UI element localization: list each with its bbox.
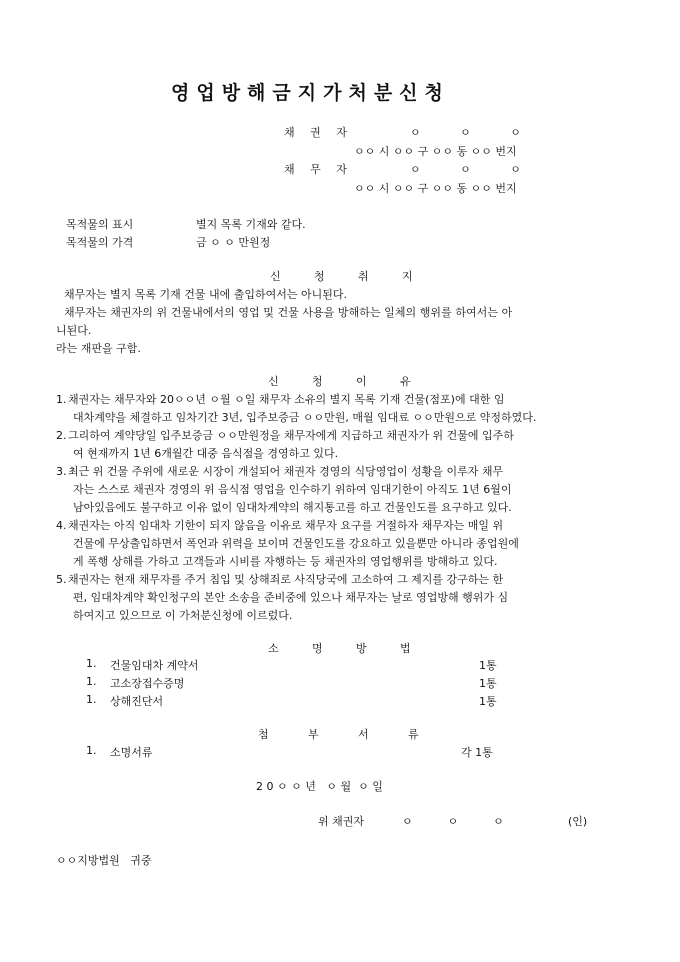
purpose-line: 채무자는 별지 목록 기재 건물 내에 출입하여서는 아니된다.: [64, 288, 347, 301]
reason-number: 2.: [56, 429, 67, 442]
court-addressee: ㅇㅇ지방법원 귀중: [56, 854, 152, 867]
object-price-label: 목적물의 가격: [66, 236, 134, 249]
evidence-name: 상해진단서: [110, 695, 164, 708]
reason-item-4: [56, 517, 519, 571]
reason-number: 4.: [56, 519, 67, 532]
reason-line: 최근 위 건물 주위에 새로운 시장이 개설되어 채권자 경영의 식당영업이 성황을 이루자 채무: [68, 465, 504, 478]
evidence-heading-char: 방: [356, 642, 367, 655]
reasons-heading-char: 청: [312, 375, 323, 388]
reason-item-2: [56, 427, 514, 463]
evidence-name: 고소장접수증명: [110, 677, 185, 690]
reason-line: 대차계약을 체결하고 임차기간 3년, 입주보증금 ㅇㅇ만원, 매월 임대료 ㅇㅇ만원으로 약정하였다.: [73, 411, 537, 424]
object-display-value: 별지 목록 기재와 같다.: [196, 218, 306, 231]
evidence-number: 1.: [86, 675, 97, 688]
reason-line: 그리하여 계약당일 입주보증금 ㅇㅇ만원정을 채무자에게 지급하고 채권자가 위 건물에 입주하: [68, 429, 514, 442]
evidence-heading-char: 명: [312, 642, 323, 655]
evidence-name: 건물임대차 계약서: [110, 659, 199, 672]
object-display-label: 목적물의 표시: [66, 218, 134, 231]
signature-seal: (인): [568, 815, 588, 828]
reason-line: 건물에 무상출입하면서 폭언과 위력을 보이며 건물인도를 강요하고 있을뿐만 아니라 종업원에: [73, 537, 519, 550]
evidence-heading-char: 소: [268, 642, 279, 655]
evidence-heading-char: 법: [400, 642, 411, 655]
creditor-address: ㅇㅇ 시 ㅇㅇ 구 ㅇㅇ 동 ㅇㅇ 번지: [354, 145, 517, 158]
purpose-line: 채무자는 채권자의 위 건물내에서의 영업 및 건물 사용을 방해하는 일체의 행위를 하여서는 아: [64, 306, 513, 319]
reason-number: 5.: [56, 573, 67, 586]
reason-line: 채권자는 아직 임대차 기한이 되지 않음을 이유로 채무자 요구를 거절하자 채무자는 매일 위: [68, 519, 504, 532]
attachments-heading-char: 부: [308, 728, 319, 741]
attachments-heading-char: 첨: [258, 728, 269, 741]
creditor-label: 채 권 자: [284, 126, 347, 139]
document-title: 영업방해금지가처분신청: [171, 82, 450, 104]
reason-line: 자는 스스로 채권자 경영의 위 음식점 영업을 인수하기 위하여 임대기한이 아직도 1년 6월이: [73, 483, 512, 496]
reason-item-3: [56, 463, 512, 517]
evidence-number: 1.: [86, 693, 97, 706]
filing-date: 2 0 ㅇ ㅇ 년 ㅇ 월 ㅇ 일: [256, 780, 383, 793]
evidence-count: 1통: [479, 659, 497, 672]
evidence-heading: [268, 640, 411, 656]
signature-label: 위 채권자: [318, 815, 365, 828]
reason-line: 게 폭행 상해를 가하고 고객들과 시비를 자행하는 등 채권자의 영업행위를 방해하고 있다.: [73, 555, 498, 568]
purpose-heading-char: 신: [270, 270, 281, 283]
reason-number: 1.: [56, 393, 67, 406]
reasons-heading-char: 신: [268, 375, 279, 388]
purpose-line: 니된다.: [56, 324, 92, 337]
reason-item-1: [56, 391, 536, 427]
attachment-count: 각 1통: [461, 746, 493, 759]
reasons-heading-char: 이: [356, 375, 367, 388]
object-price-value: 금 ㅇ ㅇ 만원정: [196, 236, 271, 249]
evidence-count: 1통: [479, 695, 497, 708]
attachments-heading-char: 류: [408, 728, 419, 741]
attachment-number: 1.: [86, 744, 97, 757]
attachment-name: 소명서류: [110, 746, 153, 759]
reason-line: 편, 임대차계약 확인청구의 본안 소송을 준비중에 있으나 채무자는 날로 영업방해 행위가 심: [73, 591, 509, 604]
reasons-heading-char: 유: [400, 375, 411, 388]
reason-line: 남아있음에도 불구하고 이유 없이 임대차계약의 해지통고를 하고 건물인도를 요구하고 있다.: [73, 501, 512, 514]
debtor-name: ㅇ ㅇ ㅇ: [410, 163, 521, 176]
evidence-count: 1통: [479, 677, 497, 690]
reasons-heading: [268, 373, 411, 389]
reason-line: 채권자는 채무자와 20ㅇㅇ년 ㅇ월 ㅇ일 채무자 소유의 별지 목록 기재 건물(점포)에 대한 임: [68, 393, 505, 406]
purpose-heading-char: 지: [402, 270, 413, 283]
creditor-name: ㅇ ㅇ ㅇ: [410, 126, 521, 139]
attachments-heading-char: 서: [358, 728, 369, 741]
debtor-address: ㅇㅇ 시 ㅇㅇ 구 ㅇㅇ 동 ㅇㅇ 번지: [354, 182, 517, 195]
reason-number: 3.: [56, 465, 67, 478]
reason-line: 여 현재까지 1년 6개월간 대중 음식점을 경영하고 있다.: [73, 447, 339, 460]
debtor-label: 채 무 자: [284, 163, 347, 176]
reason-line: 채권자는 현재 채무자를 주거 침입 및 상해죄로 사직당국에 고소하여 그 제지를 강구하는 한: [68, 573, 504, 586]
purpose-heading-char: 청: [314, 270, 325, 283]
attachments-heading: [258, 726, 419, 742]
reason-line: 하여지고 있으므로 이 가처분신청에 이르렀다.: [73, 609, 293, 622]
purpose-heading: [270, 268, 413, 284]
reason-item-5: [56, 571, 508, 625]
evidence-number: 1.: [86, 657, 97, 670]
signature-name: ㅇ ㅇ ㅇ: [402, 815, 504, 828]
purpose-line: 라는 재판을 구함.: [56, 342, 141, 355]
purpose-heading-char: 취: [358, 270, 369, 283]
